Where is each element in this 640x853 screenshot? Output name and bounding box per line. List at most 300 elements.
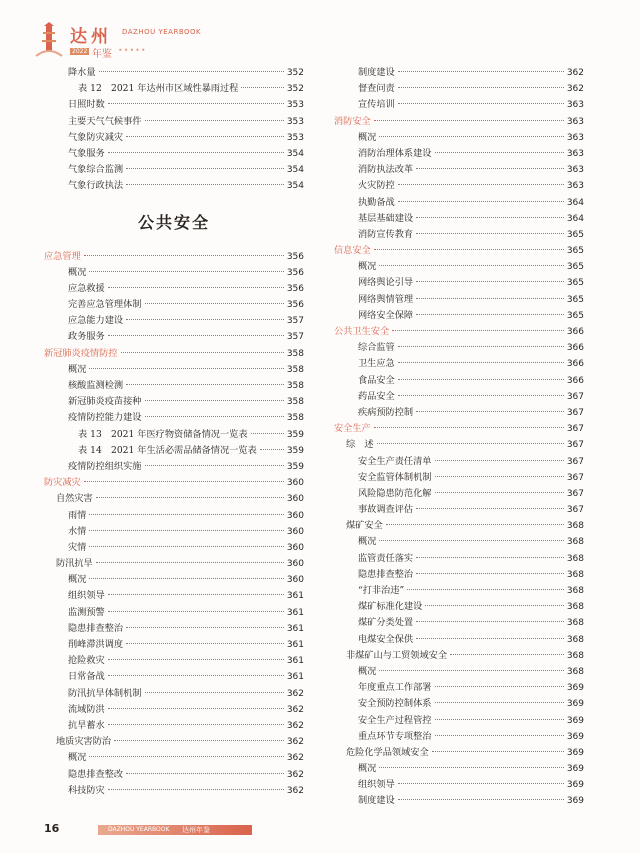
toc-entry [334, 760, 584, 776]
toc-entry [334, 307, 584, 323]
toc-entry-page: 367 [566, 505, 584, 516]
toc-entry-label: 安全监管体制机制 [358, 471, 432, 483]
toc-entry-page: 358 [286, 364, 304, 375]
toc-entry-label: 安全生产责任清单 [358, 455, 432, 467]
toc-entry-page: 368 [566, 618, 584, 629]
dot-leader [374, 427, 564, 428]
dot-leader [435, 492, 564, 493]
toc-right-column [334, 64, 584, 809]
toc-entry [334, 469, 584, 485]
page-number: 16 [44, 822, 60, 835]
toc-entry-page: 358 [286, 397, 304, 408]
toc-entry [334, 550, 584, 566]
toc-entry-page: 352 [286, 84, 304, 95]
dot-leader [99, 71, 284, 72]
toc-entry [44, 685, 304, 701]
toc-entry [334, 598, 584, 614]
toc-entry-label: 宣传培训 [358, 99, 395, 111]
dot-leader [435, 460, 564, 461]
toc-entry-label: 制度建设 [358, 67, 395, 78]
dot-leader [126, 136, 284, 137]
toc-entry-page: 353 [286, 100, 304, 111]
toc-entry-page: 366 [566, 343, 584, 354]
toc-entry-page: 353 [286, 116, 304, 127]
dot-leader [145, 692, 284, 693]
dot-leader [126, 168, 284, 169]
toc-entry-label: 信息安全 [334, 245, 371, 257]
toc-entry-label: 网络安全保障 [358, 309, 414, 321]
toc-entry [334, 647, 584, 663]
toc-entry-page: 369 [566, 715, 584, 726]
toc-entry [44, 161, 304, 177]
toc-list-right [334, 64, 584, 809]
toc-entry-label: 应急管理 [44, 250, 81, 262]
toc-entry-page: 356 [286, 300, 304, 311]
dot-leader [108, 103, 284, 104]
dot-leader [377, 443, 564, 444]
toc-entry-page: 367 [566, 424, 584, 435]
toc-entry [334, 453, 584, 469]
toc-entry-page: 368 [566, 586, 584, 596]
toc-entry-label: 防灾减灾 [44, 477, 81, 489]
toc-entry-label: 流域防洪 [68, 703, 105, 715]
toc-entry-label: 主要天气气候事件 [68, 115, 142, 127]
toc-entry-label: 安全生产过程管控 [358, 714, 432, 726]
toc-entry-page: 365 [566, 278, 584, 289]
page-footer [0, 818, 640, 848]
toc-entry [44, 701, 304, 717]
toc-entry-label: 完善应急管理体制 [68, 299, 142, 311]
dot-leader [89, 514, 283, 515]
toc-entry-label: 新冠肺炎疫情防控 [44, 347, 118, 359]
toc-entry-page: 362 [566, 84, 584, 95]
dot-leader [398, 103, 564, 104]
dot-leader [108, 675, 284, 676]
toc-entry-label: 组织领导 [358, 779, 395, 791]
toc-entry-page: 359 [286, 461, 304, 472]
toc-entry [44, 636, 304, 652]
toc-entry-page: 363 [566, 181, 584, 192]
toc-entry-page: 361 [286, 640, 304, 650]
toc-entry-label: 危险化学品领域安全 [346, 746, 429, 758]
dot-leader [416, 621, 564, 622]
toc-entry-label: 概况 [358, 131, 377, 143]
toc-entry-label: 政务服务 [68, 331, 105, 343]
dot-leader [379, 767, 563, 768]
dot-leader [398, 346, 564, 347]
dot-leader [126, 627, 284, 628]
dot-leader [398, 799, 564, 800]
toc-entry-page: 362 [286, 737, 304, 748]
toc-entry [44, 604, 304, 620]
toc-entry [334, 96, 584, 112]
dot-leader [241, 87, 283, 88]
toc-entry-label: 概况 [358, 536, 377, 548]
toc-entry-page: 362 [566, 68, 584, 78]
toc-entry-page: 368 [566, 634, 584, 645]
toc-entry [334, 129, 584, 145]
dot-leader [108, 287, 284, 288]
toc-entry-label: 抢险救灾 [68, 655, 105, 667]
toc-entry-page: 365 [566, 229, 584, 240]
toc-entry [44, 523, 304, 539]
toc-entry-page: 365 [566, 310, 584, 321]
toc-entry-page: 361 [286, 656, 304, 667]
toc-entry-label: 安全生产 [334, 423, 371, 435]
toc-entry-page: 358 [286, 381, 304, 391]
dot-leader [108, 152, 284, 153]
dot-leader [89, 271, 283, 272]
toc-entry [44, 328, 304, 344]
toc-entry-label: 概况 [68, 266, 87, 278]
toc-entry-page: 354 [286, 181, 304, 192]
toc-entry-page: 368 [566, 602, 584, 613]
toc-entry-label: 卫生应急 [358, 358, 395, 370]
toc-category-entry [44, 474, 304, 490]
toc-category-entry [334, 420, 584, 436]
toc-entry-label: 火灾防控 [358, 180, 395, 192]
toc-entry-label: 概况 [68, 363, 87, 375]
toc-entry [44, 409, 304, 425]
toc-entry-label: 应急能力建设 [68, 315, 124, 327]
toc-entry-label: 事故调查评估 [358, 504, 414, 516]
toc-entry-label: 削峰滞洪调度 [68, 639, 124, 650]
toc-entry-page: 365 [566, 262, 584, 273]
toc-entry-page: 356 [286, 267, 304, 278]
toc-entry-label: 日常备战 [68, 671, 105, 683]
toc-entry-label: 综合监管 [358, 342, 395, 354]
toc-entry-page: 361 [286, 607, 304, 618]
toc-entry-page: 368 [566, 537, 584, 548]
toc-entry-page: 356 [286, 251, 304, 262]
toc-entry-page: 360 [286, 575, 304, 586]
toc-entry [44, 766, 304, 782]
toc-entry-page: 361 [286, 623, 304, 634]
toc-entry-page: 358 [286, 348, 304, 359]
toc-entry-label: 应急救援 [68, 282, 105, 294]
toc-entry [44, 64, 304, 80]
toc-entry [44, 620, 304, 636]
toc-entry [44, 377, 304, 393]
toc-entry-label: “打非治违” [358, 585, 405, 596]
footer-chinese: 达州年鉴 [182, 826, 210, 834]
toc-entry [334, 792, 584, 808]
toc-entry-page: 360 [286, 542, 304, 553]
toc-entry-page: 369 [566, 780, 584, 791]
toc-entry-page: 367 [566, 391, 584, 402]
toc-list-weather [44, 64, 304, 194]
dot-leader [450, 654, 564, 655]
dot-leader [398, 783, 564, 784]
dot-leader [89, 530, 283, 531]
toc-entry-page: 363 [566, 148, 584, 159]
toc-entry-label: 气象服务 [68, 147, 105, 159]
brand-subtitle: 年鉴 [92, 49, 112, 60]
toc-entry-page: 368 [566, 521, 584, 532]
toc-entry-page: 360 [286, 494, 304, 505]
toc-entry-label: 水情 [68, 525, 87, 537]
toc-entry [44, 361, 304, 377]
dot-leader [386, 524, 564, 525]
toc-entry-page: 368 [566, 553, 584, 564]
toc-entry-page: 354 [286, 165, 304, 176]
toc-entry [334, 80, 584, 96]
dot-leader [126, 184, 284, 185]
toc-entry-page: 357 [286, 332, 304, 343]
toc-entry-label: 制度建设 [358, 795, 395, 807]
dot-leader [374, 249, 564, 250]
dot-leader [145, 400, 284, 401]
toc-entry-label: 疫情防控能力建设 [68, 412, 142, 424]
toc-entry [334, 501, 584, 517]
toc-entry-label: 基层基础建设 [358, 212, 414, 224]
dot-leader [416, 557, 564, 558]
dot-leader [416, 298, 564, 299]
dot-leader [435, 702, 564, 703]
toc-entry [44, 749, 304, 765]
toc-entry-page: 363 [566, 132, 584, 143]
dot-leader [121, 352, 284, 353]
toc-entry [334, 436, 584, 452]
toc-entry [334, 566, 584, 582]
toc-entry-label: 概况 [358, 763, 377, 775]
dot-leader [89, 546, 283, 547]
toc-entry-page: 363 [566, 116, 584, 127]
toc-entry-page: 364 [566, 213, 584, 224]
toc-entry-label: 网络舆情管理 [358, 293, 414, 305]
dot-leader [398, 201, 564, 202]
toc-category-entry [334, 113, 584, 129]
toc-entry [44, 668, 304, 684]
toc-entry [44, 555, 304, 571]
toc-entry [334, 355, 584, 371]
dot-leader [416, 233, 564, 234]
dot-leader [114, 740, 284, 741]
toc-entry-page: 366 [566, 359, 584, 370]
dot-leader [416, 168, 564, 169]
dot-leader [108, 724, 284, 725]
toc-entry-page: 362 [286, 753, 304, 764]
toc-entry [334, 388, 584, 404]
toc-category-entry [334, 242, 584, 258]
toc-entry [334, 663, 584, 679]
toc-list-public-safety [44, 248, 304, 798]
toc-entry-label: 降水量 [68, 67, 96, 78]
toc-entry [334, 533, 584, 549]
toc-entry-page: 368 [566, 666, 584, 677]
toc-entry-label: 监管责任落实 [358, 552, 414, 564]
toc-entry-page: 368 [566, 650, 584, 661]
toc-entry-page: 362 [286, 720, 304, 731]
toc-entry-page: 361 [286, 672, 304, 683]
toc-entry [44, 296, 304, 312]
toc-entry-page: 367 [566, 488, 584, 499]
toc-entry [334, 517, 584, 533]
brand-english: DAZHOU YEARBOOK [122, 28, 202, 36]
toc-entry [334, 728, 584, 744]
toc-entry-label: 药品安全 [358, 390, 395, 402]
toc-entry [334, 339, 584, 355]
toc-entry-page: 365 [566, 294, 584, 305]
brand-title: 达州 [70, 27, 112, 47]
dot-leader [398, 87, 564, 88]
toc-entry [334, 776, 584, 792]
toc-entry-label: 监测预警 [68, 606, 105, 618]
toc-entry [334, 631, 584, 647]
toc-entry-page: 365 [566, 246, 584, 257]
toc-entry-label: 防汛抗旱体制机制 [68, 687, 142, 699]
toc-entry-label: 督查问责 [358, 83, 395, 95]
dot-leader [126, 319, 284, 320]
toc-entry [334, 210, 584, 226]
dot-leader [416, 411, 564, 412]
toc-entry-page: 367 [566, 472, 584, 483]
toc-entry-label: 电煤安全保供 [358, 633, 414, 645]
toc-entry [44, 80, 304, 96]
toc-entry-page: 369 [566, 764, 584, 775]
toc-entry [334, 145, 584, 161]
toc-entry-label: 防汛抗旱 [56, 558, 93, 570]
decorative-dots: ••••• [118, 46, 147, 55]
toc-entry-page: 368 [566, 569, 584, 580]
toc-entry-page: 352 [286, 68, 304, 78]
toc-entry-page: 362 [286, 769, 304, 780]
toc-entry-label: 煤矿分类处置 [358, 617, 414, 629]
toc-entry-label: 消防执法改革 [358, 164, 414, 176]
toc-entry [44, 458, 304, 474]
toc-entry-label: 新冠肺炎疫苗接种 [68, 396, 142, 408]
tower-logo-icon [34, 22, 64, 58]
dot-leader [435, 476, 564, 477]
toc-entry [44, 782, 304, 798]
toc-entry-page: 363 [566, 100, 584, 111]
toc-entry [334, 485, 584, 501]
dot-leader [96, 497, 284, 498]
dot-leader [108, 708, 284, 709]
toc-category-entry [44, 248, 304, 264]
dot-leader [145, 416, 284, 417]
dot-leader [374, 120, 564, 121]
dot-leader [108, 659, 284, 660]
dot-leader [432, 751, 564, 752]
toc-entry-label: 组织领导 [68, 590, 105, 602]
dot-leader [126, 643, 284, 644]
toc-entry-page: 364 [566, 197, 584, 208]
toc-entry-page: 369 [566, 747, 584, 758]
toc-entry-page: 362 [286, 785, 304, 796]
toc-entry-page: 367 [566, 456, 584, 467]
toc-entry-page: 357 [286, 316, 304, 327]
toc-entry [44, 717, 304, 733]
toc-entry-label: 概况 [68, 574, 87, 586]
toc-entry [334, 274, 584, 290]
toc-entry [334, 695, 584, 711]
toc-entry [44, 426, 304, 442]
toc-entry-label: 表 14 2021 年生活必需品储备情况一览表 [78, 444, 257, 456]
toc-entry [44, 96, 304, 112]
toc-entry-page: 354 [286, 148, 304, 159]
toc-entry-page: 361 [286, 591, 304, 602]
toc-entry [44, 490, 304, 506]
toc-entry [334, 614, 584, 630]
toc-entry-page: 360 [286, 526, 304, 537]
toc-entry-label: 安全预防控制体系 [358, 698, 432, 710]
dot-leader [89, 756, 283, 757]
dot-leader [89, 578, 283, 579]
toc-entry [44, 733, 304, 749]
dot-leader [84, 255, 284, 256]
toc-entry [334, 744, 584, 760]
toc-entry-page: 366 [566, 375, 584, 386]
toc-entry-page: 359 [286, 429, 304, 440]
toc-entry-label: 隐患排查整治 [68, 622, 124, 634]
dot-leader [145, 465, 284, 466]
toc-entry-page: 369 [566, 699, 584, 710]
toc-entry [334, 291, 584, 307]
toc-entry [44, 571, 304, 587]
toc-entry [334, 404, 584, 420]
toc-entry-page: 369 [566, 796, 584, 807]
dot-leader [108, 335, 284, 336]
footer-english: DAZHOU YEARBOOK [108, 826, 170, 833]
toc-entry-label: 概况 [358, 665, 377, 677]
toc-entry [44, 129, 304, 145]
toc-entry [44, 652, 304, 668]
toc-entry [334, 679, 584, 695]
toc-entry-label: 消防宣传教育 [358, 228, 414, 240]
dot-leader [108, 594, 284, 595]
toc-entry [334, 64, 584, 80]
toc-entry [44, 312, 304, 328]
toc-entry-label: 气象防灾减灾 [68, 131, 124, 143]
toc-entry-label: 自然灾害 [56, 493, 93, 505]
dot-leader [126, 773, 284, 774]
section-title: 公共安全 [137, 212, 210, 232]
toc-entry [334, 582, 584, 598]
toc-entry-page: 359 [286, 445, 304, 456]
toc-entry-page: 362 [286, 704, 304, 715]
toc-category-entry [44, 345, 304, 361]
toc-entry-page: 369 [566, 683, 584, 694]
dot-leader [435, 686, 564, 687]
toc-entry-label: 疾病预防控制 [358, 406, 414, 418]
dot-leader [108, 789, 284, 790]
dot-leader [379, 136, 563, 137]
dot-leader [379, 670, 563, 671]
dot-leader [126, 384, 284, 385]
toc-entry-label: 科技防灾 [68, 784, 105, 796]
dot-leader [398, 184, 564, 185]
dot-leader [416, 314, 564, 315]
dot-leader [435, 719, 564, 720]
year-badge: 2022 [72, 48, 88, 55]
toc-entry-label: 非煤矿山与工贸领域安全 [346, 649, 448, 661]
toc-entry-page: 362 [286, 688, 304, 699]
toc-entry-label: 气象行政执法 [68, 180, 124, 192]
toc-entry-page: 366 [566, 327, 584, 337]
dot-leader [398, 395, 564, 396]
toc-entry [44, 264, 304, 280]
toc-entry-label: 表 13 2021 年医疗物资储备情况一览表 [78, 428, 248, 440]
toc-entry-label: 食品安全 [358, 374, 395, 386]
toc-entry [44, 280, 304, 296]
toc-entry-label: 概况 [358, 261, 377, 273]
toc-entry-label: 核酸监测检测 [68, 380, 124, 391]
toc-entry-label: 概况 [68, 752, 87, 764]
toc-entry [44, 145, 304, 161]
toc-entry [334, 372, 584, 388]
toc-entry-label: 日照时数 [68, 99, 105, 111]
